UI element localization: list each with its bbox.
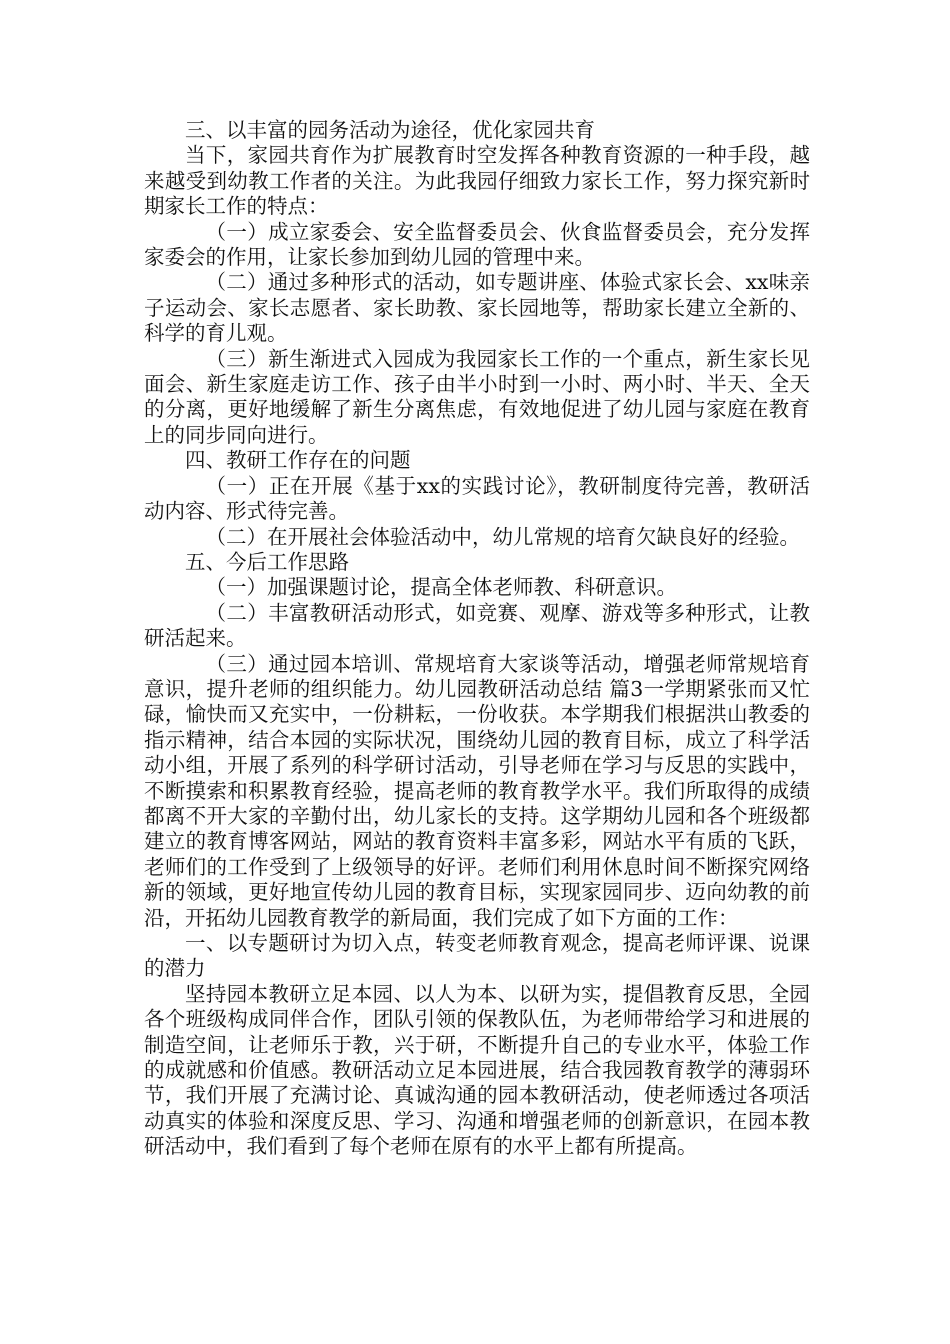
paragraph-item: （三）通过园本培训、常规培育大家谈等活动，增强老师常规培育意识，提升老师的组织能力。幼儿园教研活动总结 篇3一学期紧张而又忙碌，愉快而又充实中，一份耕耘，一份收获。本学期我们根据洪山教委的指示精神，结合本园的实际状况，围绕幼儿园的教育目标，成立了科学活动小组，开展了系列的科学研讨活动，引导老师在学习与反思的实践中，不断摸索和积累教育经验，提高老师的教育教学水平。我们所取得的成绩都离不开大家的辛勤付出，幼儿家长的支持。这学期幼儿园和各个班级都建立的教育博客网站，网站的教育资料丰富多彩，网站水平有质的飞跃，老师们的工作受到了上级领导的好评。老师们利用休息时间不断探究网络新的领域，更好地宣传幼儿园的教育目标，实现家园同步、迈向幼教的前沿，开拓幼儿园教育教学的新局面，我们完成了如下方面的工作： [144, 651, 810, 930]
section-heading-4: 四、教研工作存在的问题 [185, 448, 411, 473]
paragraph-item: （二）丰富教研活动形式，如竞赛、观摩、游戏等多种形式，让教研活起来。 [144, 600, 810, 651]
section-heading-1: 一、以专题研讨为切入点，转变老师教育观念，提高老师评课、说课的潜力 [144, 931, 810, 981]
paragraph-item: （二）通过多种形式的活动，如专题讲座、体验式家长会、xx味亲子运动会、家长志愿者、家长助教、家长园地等，帮助家长建立全新的、科学的育儿观。 [144, 270, 810, 346]
paragraph-item: （三）新生渐进式入园成为我园家长工作的一个重点，新生家长见面会、新生家庭走访工作、孩子由半小时到一小时、两小时、半天、全天的分离，更好地缓解了新生分离焦虑，有效地促进了幼儿园与家庭在教育上的同步同向进行。 [144, 346, 810, 447]
paragraph-item: （一）成立家委会、安全监督委员会、伙食监督委员会，充分发挥家委会的作用，让家长参加到幼儿园的管理中来。 [144, 219, 810, 270]
document-body [144, 118, 810, 1160]
paragraph-item: （二）在开展社会体验活动中，幼儿常规的培育欠缺良好的经验。 [205, 524, 800, 549]
paragraph-body: 坚持园本教研立足本园、以人为本、以研为实，提倡教育反思，全园各个班级构成同伴合作，团队引领的保教队伍，为老师带给学习和进展的制造空间，让老师乐于教，兴于研，不断提升自己的专业水平，体验工作的成就感和价值感。教研活动立足本园进展，结合我园教育教学的薄弱环节，我们开展了充满讨论、真诚沟通的园本教研活动，使老师透过各项活动真实的体验和深度反思、学习、沟通和增强老师的创新意识，在园本教研活动中，我们看到了每个老师在原有的水平上都有所提高。 [144, 981, 810, 1159]
section-heading-3: 三、以丰富的园务活动为途径，优化家园共育 [185, 118, 595, 142]
paragraph-item: （一）正在开展《基于xx的实践讨论》，教研制度待完善，教研活动内容、形式待完善。 [144, 473, 810, 524]
section-heading-5: 五、今后工作思路 [185, 549, 349, 574]
paragraph-intro: 当下，家园共育作为扩展教育时空发挥各种教育资源的一种手段，越来越受到幼教工作者的关注。为此我园仔细致力家长工作，努力探究新时期家长工作的特点： [144, 143, 810, 219]
paragraph-item: （一）加强课题讨论，提高全体老师教、科研意识。 [205, 575, 677, 600]
